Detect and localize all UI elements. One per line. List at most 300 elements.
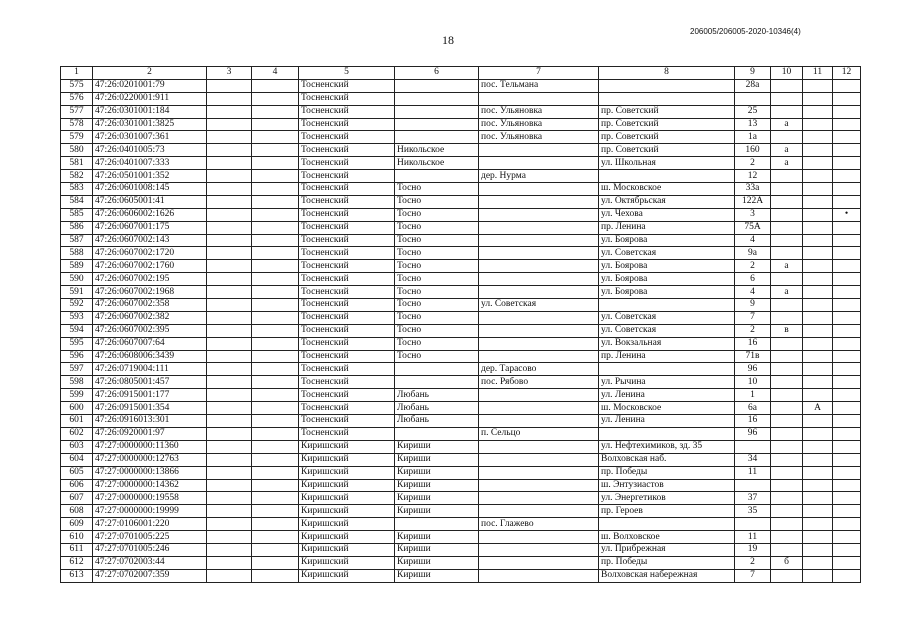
table-cell: Тосненский [299,157,395,170]
table-cell: 2 [735,556,771,569]
table-cell [803,350,833,363]
table-cell: 122А [735,195,771,208]
table-cell: 47:27:0000000:14362 [93,479,207,492]
table-cell: 592 [61,299,93,312]
table-cell: 47:26:0301001:184 [93,105,207,118]
table-cell: ул. Рычина [599,376,735,389]
table-cell [771,311,803,324]
table-row [61,569,861,582]
table-cell [479,492,599,505]
table-cell [833,144,861,157]
table-cell: 601 [61,415,93,428]
table-cell [803,518,833,531]
table-cell: Тосно [395,324,479,337]
table-cell: 47:27:0000000:11360 [93,440,207,453]
table-row [61,92,861,105]
table-cell: 47:26:0608006:3439 [93,350,207,363]
table-cell: 47:26:0606002:1626 [93,208,207,221]
table-cell [833,505,861,518]
table-cell [252,118,299,131]
table-row [61,543,861,556]
table-cell [252,479,299,492]
table-row [61,286,861,299]
table-cell: Тосненский [299,234,395,247]
table-cell [252,144,299,157]
register-table [60,66,861,583]
table-cell: 584 [61,195,93,208]
table-cell [479,402,599,415]
table-cell [395,131,479,144]
table-row [61,415,861,428]
table-cell [207,543,252,556]
table-cell: 33а [735,183,771,196]
table-cell: Тосно [395,311,479,324]
table-cell [803,260,833,273]
page-number: 18 [442,33,454,47]
table-cell: ул. Советская [479,299,599,312]
table-cell [771,415,803,428]
table-cell [803,453,833,466]
table-cell [833,79,861,92]
table-cell: Тосненский [299,208,395,221]
table-cell [803,440,833,453]
table-cell: 583 [61,183,93,196]
table-cell [207,466,252,479]
table-cell [833,569,861,582]
table-cell: Кириши [395,453,479,466]
table-cell [599,79,735,92]
table-cell: 47:26:0607002:1968 [93,286,207,299]
table-cell [479,415,599,428]
table-row [61,260,861,273]
table-cell [252,466,299,479]
table-cell [803,157,833,170]
table-cell [803,389,833,402]
table-cell [252,92,299,105]
table-cell: 160 [735,144,771,157]
table-cell [599,299,735,312]
table-cell: 47:27:0000000:19999 [93,505,207,518]
table-cell [479,479,599,492]
table-cell: а [771,144,803,157]
table-cell [833,376,861,389]
table-cell [771,273,803,286]
table-cell: • [833,208,861,221]
table-cell [803,221,833,234]
table-cell [207,170,252,183]
table-cell [207,208,252,221]
table-cell: 600 [61,402,93,415]
table-cell: пос. Ульяновка [479,131,599,144]
table-cell [771,453,803,466]
table-cell [771,247,803,260]
table-cell [833,170,861,183]
table-cell: 47:27:0000000:19558 [93,492,207,505]
table-cell [207,505,252,518]
table-cell [803,208,833,221]
table-cell [599,518,735,531]
table-cell [207,402,252,415]
table-row [61,440,861,453]
table-cell [771,79,803,92]
table-cell: 609 [61,518,93,531]
table-cell: пр. Ленина [599,221,735,234]
table-cell [479,543,599,556]
table-cell: ул. Боярова [599,273,735,286]
table-cell: 75А [735,221,771,234]
table-cell: Киришский [299,479,395,492]
column-header: 5 [299,67,395,80]
table-cell [833,247,861,260]
table-cell: Тосно [395,221,479,234]
table-row [61,299,861,312]
table-cell: Волховская наб. [599,453,735,466]
table-cell: 47:27:0000000:12763 [93,453,207,466]
table-cell: 599 [61,389,93,402]
table-cell [207,286,252,299]
table-cell [803,505,833,518]
table-cell [833,415,861,428]
table-cell [803,569,833,582]
table-cell [252,105,299,118]
table-cell [833,324,861,337]
table-cell: 6а [735,402,771,415]
table-cell [771,479,803,492]
table-cell [771,569,803,582]
table-cell [207,518,252,531]
table-cell: Киришский [299,543,395,556]
table-cell [833,118,861,131]
table-cell [252,311,299,324]
table-cell: Любань [395,402,479,415]
table-cell: а [771,286,803,299]
table-cell [252,556,299,569]
table-cell [207,440,252,453]
table-cell: Тосненский [299,195,395,208]
table-row [61,337,861,350]
table-cell [771,195,803,208]
table-cell: Кириши [395,505,479,518]
table-cell [803,415,833,428]
table-cell: 47:26:0607002:395 [93,324,207,337]
table-cell: ул. Октябрьская [599,195,735,208]
table-cell [479,92,599,105]
table-cell [803,195,833,208]
table-cell: Тосненский [299,324,395,337]
table-row [61,350,861,363]
table-row [61,195,861,208]
table-cell [252,157,299,170]
table-cell: пос. Ульяновка [479,105,599,118]
table-cell [803,543,833,556]
table-cell: ш. Волховское [599,531,735,544]
table-cell: 612 [61,556,93,569]
table-cell [803,286,833,299]
table-cell: ул. Энергетиков [599,492,735,505]
table-cell: 47:26:0607001:175 [93,221,207,234]
table-cell [252,260,299,273]
table-cell: а [771,260,803,273]
table-cell: 71в [735,350,771,363]
table-cell [207,299,252,312]
table-cell [252,208,299,221]
table-row [61,492,861,505]
table-cell: 596 [61,350,93,363]
table-cell [803,144,833,157]
table-cell: Тосненский [299,144,395,157]
table-cell: 25 [735,105,771,118]
table-cell: 613 [61,569,93,582]
table-cell: ул. Боярова [599,260,735,273]
table-cell: Тосненский [299,337,395,350]
table-row [61,234,861,247]
table-cell [207,247,252,260]
table-cell: 47:26:0605001:41 [93,195,207,208]
table-row [61,118,861,131]
table-cell [252,273,299,286]
table-cell: ул. Боярова [599,286,735,299]
table-cell: 47:26:0607002:143 [93,234,207,247]
table-cell [735,518,771,531]
table-cell: 47:26:0920001:97 [93,427,207,440]
table-cell: 587 [61,234,93,247]
table-cell [207,105,252,118]
table-cell [771,183,803,196]
table-cell: 577 [61,105,93,118]
column-header: 4 [252,67,299,80]
table-cell: 47:26:0601008:145 [93,183,207,196]
table-cell [479,260,599,273]
table-cell: 6 [735,273,771,286]
table-cell: ш. Московское [599,402,735,415]
table-cell: 582 [61,170,93,183]
table-cell: 35 [735,505,771,518]
table-cell: Тосненский [299,299,395,312]
table-row [61,427,861,440]
table-cell: 9а [735,247,771,260]
table-cell: дер. Тарасово [479,363,599,376]
table-cell [833,531,861,544]
table-cell: Кириши [395,556,479,569]
table-cell: 16 [735,415,771,428]
table-cell: ул. Советская [599,324,735,337]
table-cell [479,531,599,544]
table-row [61,170,861,183]
table-cell: 591 [61,286,93,299]
table-cell [771,92,803,105]
table-cell [833,492,861,505]
table-cell [833,337,861,350]
table-cell [803,556,833,569]
table-cell [479,273,599,286]
table-cell [207,479,252,492]
table-cell: пос. Рябово [479,376,599,389]
table-cell: 3 [735,208,771,221]
table-cell [803,247,833,260]
table-row [61,247,861,260]
table-cell [479,453,599,466]
table-cell [252,531,299,544]
table-cell: Тосненский [299,415,395,428]
table-cell: Кириши [395,440,479,453]
table-cell: а [771,118,803,131]
table-cell: ул. Ленина [599,415,735,428]
table-row [61,466,861,479]
table-cell [833,518,861,531]
table-cell: 47:26:0915001:177 [93,389,207,402]
table-cell: Тосненский [299,92,395,105]
table-cell [252,402,299,415]
table-cell: 594 [61,324,93,337]
table-cell [771,427,803,440]
table-cell: ул. Чехова [599,208,735,221]
table-cell: Киришский [299,453,395,466]
table-cell [252,131,299,144]
table-cell: Киришский [299,569,395,582]
table-cell [207,324,252,337]
table-cell [833,260,861,273]
table-cell [803,105,833,118]
table-cell [771,518,803,531]
table-cell [833,389,861,402]
table-cell [252,195,299,208]
table-cell [207,337,252,350]
table-cell [395,427,479,440]
column-header: 2 [93,67,207,80]
table-cell [252,389,299,402]
table-cell: 34 [735,453,771,466]
table-cell: 581 [61,157,93,170]
table-cell: а [771,157,803,170]
table-cell: 47:26:0916013:301 [93,415,207,428]
table-cell: Кириши [395,479,479,492]
table-cell: Киришский [299,556,395,569]
table-cell [833,157,861,170]
table-cell: Киришский [299,466,395,479]
table-cell: Волховская набережная [599,569,735,582]
table-cell [803,324,833,337]
table-cell: 47:26:0301007:361 [93,131,207,144]
table-row [61,79,861,92]
table-cell: 47:26:0401007:333 [93,157,207,170]
table-cell: 11 [735,466,771,479]
table-cell [252,234,299,247]
table-cell [252,569,299,582]
table-header-row [61,67,861,80]
table-cell [599,427,735,440]
table-cell [395,518,479,531]
table-row [61,531,861,544]
table-cell: 47:26:0607002:1760 [93,260,207,273]
table-cell [735,440,771,453]
table-cell: 47:27:0702003:44 [93,556,207,569]
table-cell [833,92,861,105]
table-cell [252,286,299,299]
table-cell [771,208,803,221]
table-cell [252,337,299,350]
table-cell: 47:27:0701005:246 [93,543,207,556]
table-cell [252,221,299,234]
table-cell: Киришский [299,505,395,518]
table-row [61,311,861,324]
column-header: 11 [803,67,833,80]
table-cell [252,183,299,196]
table-row [61,324,861,337]
table-cell: Тосно [395,234,479,247]
table-cell [771,402,803,415]
table-cell [803,170,833,183]
table-cell [207,183,252,196]
table-cell [207,350,252,363]
table-cell: 607 [61,492,93,505]
table-cell: 1 [735,389,771,402]
column-header: 8 [599,67,735,80]
table-cell: 47:26:0607007:64 [93,337,207,350]
table-cell [207,556,252,569]
table-cell: 28а [735,79,771,92]
table-cell: 611 [61,543,93,556]
table-cell [252,363,299,376]
table-cell: 96 [735,363,771,376]
table-cell [479,556,599,569]
table-row [61,144,861,157]
table-row [61,479,861,492]
table-cell: пр. Победы [599,556,735,569]
table-cell: 595 [61,337,93,350]
table-cell: ул. Ленина [599,389,735,402]
table-cell [735,479,771,492]
table-cell [803,376,833,389]
table-cell [479,234,599,247]
table-cell [833,466,861,479]
table-cell: Кириши [395,492,479,505]
table-cell [479,466,599,479]
table-row [61,183,861,196]
table-cell [395,118,479,131]
table-cell [771,105,803,118]
table-cell [479,221,599,234]
table-cell: 576 [61,92,93,105]
table-cell [395,376,479,389]
table-cell [833,427,861,440]
table-row [61,389,861,402]
table-body [61,79,861,582]
table-cell [803,299,833,312]
table-cell: пос. Глажево [479,518,599,531]
table-cell: 578 [61,118,93,131]
table-cell [395,79,479,92]
table-cell: 47:27:0000000:13866 [93,466,207,479]
table-cell: 4 [735,286,771,299]
table-row [61,221,861,234]
table-cell [599,92,735,105]
table-cell [252,427,299,440]
table-cell [479,286,599,299]
table-cell: ул. Советская [599,247,735,260]
table-cell [599,170,735,183]
table-cell [479,247,599,260]
table-cell [207,221,252,234]
table-cell [252,350,299,363]
table-cell [771,505,803,518]
table-cell [479,157,599,170]
table-cell [771,131,803,144]
table-cell: Тосненский [299,118,395,131]
table-row [61,273,861,286]
table-cell [207,234,252,247]
table-cell [803,183,833,196]
table-cell: Тосненский [299,363,395,376]
